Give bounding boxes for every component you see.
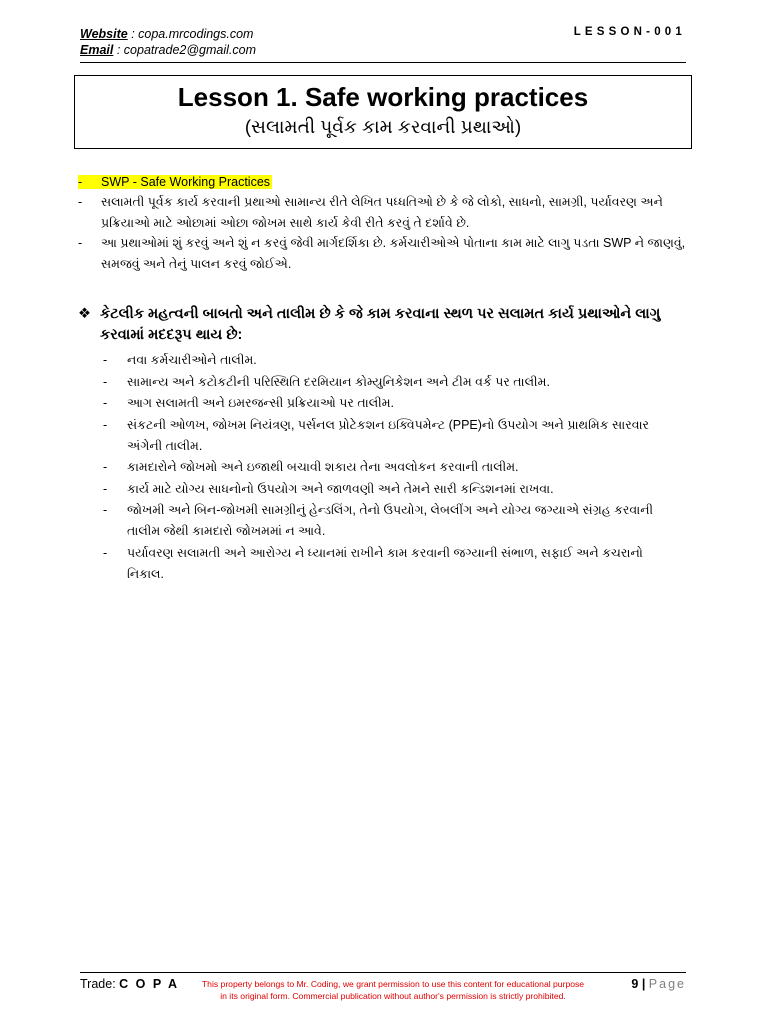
list-item: - કામદારોને જોખમો અને ઇજાથી બચાવી શકાય તેના અવલોકન કરવાની તાલીમ. — [103, 457, 683, 478]
page-number-value: 9 — [631, 977, 639, 991]
diamond-bullet-icon: ❖ — [78, 306, 91, 322]
email-label: Email — [80, 43, 114, 57]
trade-label-text: Trade: — [80, 977, 116, 991]
page-footer — [80, 976, 686, 1006]
list-item: - પર્યાવરણ સલામતી અને આરોગ્ય ને ધ્યાનમાં રાખીને કામ કરવાની જગ્યાની સંભાળ, સફાઈ અને કચરાનો નિકાલ. — [103, 543, 683, 585]
intro-section — [78, 172, 690, 274]
copyright-line-1: This property belongs to Mr. Coding, we grant permission to use this content for educational purpose — [201, 979, 585, 989]
list-item: - સામાન્ય અને કટોકટીની પરિસ્થિતિ દરમિયાન કોમ્યુનિકેશન અને ટીમ વર્ક પર તાલીમ. — [103, 372, 683, 393]
swp-dash: - — [78, 175, 83, 189]
lesson-code: LESSON-001 — [573, 26, 686, 38]
header-divider — [80, 62, 686, 63]
list-item: - જોખમી અને બિન-જોખમી સામગ્રીનું હેન્ડલિંગ, તેનો ઉપયોગ, લેબલીંગ અને યોગ્ય જગ્યાએ સંગ્રહ કરવાની તાલીમ જેથી કામદારો જોખમમાં ન આવે. — [103, 500, 683, 542]
page-subtitle: (સલામતી પૂર્વક કામ કરવાની પ્રથાઓ) — [244, 116, 522, 137]
trade-label — [80, 976, 179, 992]
list-item: - આ પ્રથાઓમાં શું કરવું અને શું ન કરવું જેવી માર્ગદર્શિકા છે. કર્મચારીઓએ પોતાના કામ માટે લાગુ પડતા SWP ને જાણવું, સમજવું અને તેનું પાલન કરવું જોઈએ. — [78, 233, 690, 274]
title-box — [74, 75, 692, 149]
training-list — [103, 350, 683, 585]
swp-highlight — [78, 175, 272, 189]
website-line: Website : copa.mrcodings.com — [80, 27, 254, 41]
email-line: Email : copatrade2@gmail.com — [80, 43, 256, 57]
swp-text: SWP - Safe Working Practices — [101, 175, 271, 189]
page-number — [631, 976, 686, 992]
page-number-separator: | — [641, 977, 646, 991]
swp-definition — [78, 172, 690, 192]
copyright-notice — [178, 978, 608, 1002]
email-value[interactable]: copatrade2@gmail.com — [123, 43, 256, 57]
footer-divider — [80, 972, 686, 973]
section-heading-text: કેટલીક મહત્વની બાબતો અને તાલીમ છે કે જે કામ કરવાના સ્થળ પર સલામત કાર્ય પ્રથાઓને લાગુ કરવામાં મદદરૂપ થાય છે: — [100, 306, 661, 343]
section-heading — [78, 304, 690, 346]
list-item: - કાર્ય માટે યોગ્ય સાધનોનો ઉપયોગ અને જાળવણી અને તેમને સારી કન્ડિશનમાં રાખવા. — [103, 479, 683, 500]
list-item: - નવા કર્મચારીઓને તાલીમ. — [103, 350, 683, 371]
page-word: Page — [648, 977, 686, 991]
list-item: - સંકટની ઓળખ, જોખમ નિયંત્રણ, પર્સનલ પ્રોટેકશન ઇક્વિપમેન્ટ (PPE)નો ઉપયોગ અને પ્રાથમિક સારવાર અંગેની તાલીમ. — [103, 415, 683, 457]
page-header — [80, 26, 686, 60]
list-item: - સલામતી પૂર્વક કાર્ય કરવાની પ્રથાઓ સામાન્ય રીતે લેખિત પધ્ધતિઓ છે કે જે લોકો, સાધનો, સામગ્રી, પર્યાવરણ અને પ્રક્રિયાઓ માટે ઓછામાં ઓછા જોખમ સાથે કાર્ય કેવી રીતે કરવું તે દર્શાવે છે. — [78, 192, 690, 233]
intro-bullet-list — [78, 192, 690, 274]
website-value[interactable]: copa.mrcodings.com — [138, 27, 254, 41]
page-title: Lesson 1. Safe working practices — [177, 82, 589, 112]
copyright-line-2: in its original form. Commercial publication without author's permission is strictly prohibited. — [220, 991, 566, 1001]
website-label: Website — [80, 27, 128, 41]
trade-value: C O P A — [119, 977, 179, 991]
list-item: - આગ સલામતી અને ઇમરજન્સી પ્રક્રિયાઓ પર તાલીમ. — [103, 393, 683, 414]
